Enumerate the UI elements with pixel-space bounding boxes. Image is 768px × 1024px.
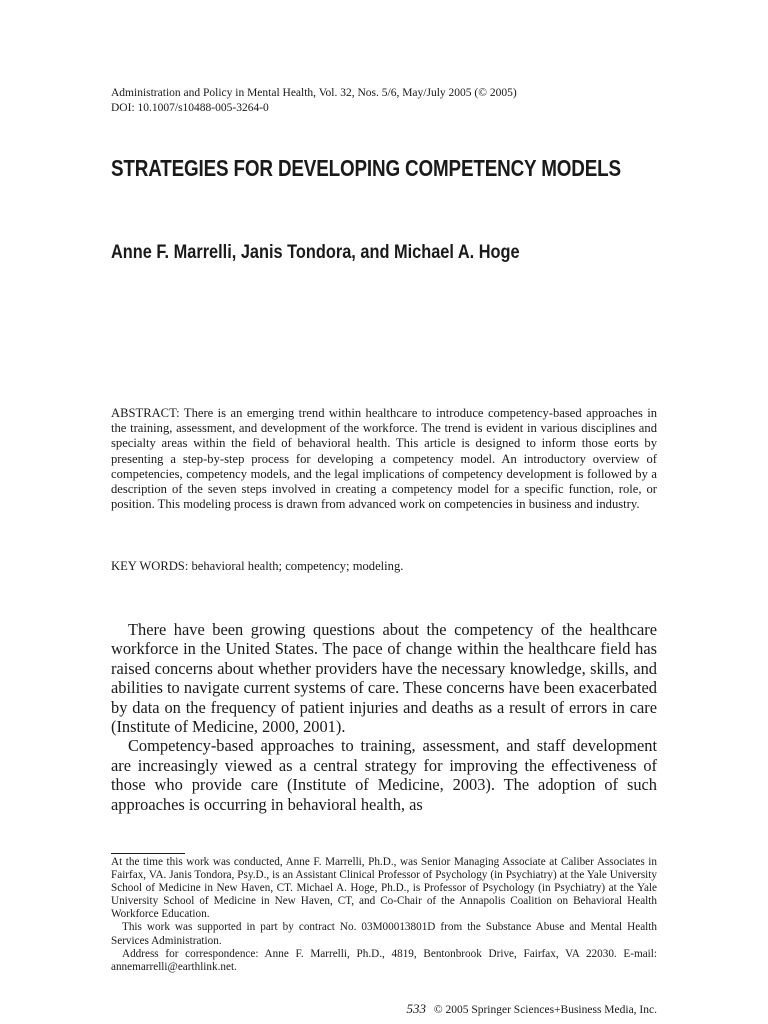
- abstract: [111, 406, 657, 512]
- journal-header: [111, 86, 517, 116]
- abstract-label: ABSTRACT:: [111, 406, 180, 420]
- journal-doi: DOI: 10.1007/s10488-005-3264-0: [111, 102, 269, 114]
- footnote-correspondence: Address for correspondence: Anne F. Marrelli, Ph.D., 4819, Bentonbrook Drive, Fairfax, VA 22030. E-mail: annemarrelli@earthlink.net.: [111, 947, 657, 973]
- footnotes: [111, 856, 657, 974]
- journal-citation: Administration and Policy in Mental Health, Vol. 32, Nos. 5/6, May/July 2005 (© 2005): [111, 87, 517, 99]
- keywords: [111, 559, 403, 574]
- keywords-text: behavioral health; competency; modeling.: [191, 559, 404, 573]
- body-text: [111, 620, 657, 814]
- copyright-notice: © 2005 Springer Sciences+Business Media, Inc.: [433, 1004, 657, 1016]
- footnote-funding: This work was supported in part by contract No. 03M00013801D from the Substance Abuse and Mental Health Services Administration.: [111, 921, 657, 947]
- keywords-label: KEY WORDS:: [111, 559, 189, 573]
- footnote-divider: [111, 853, 185, 854]
- page-number: 533: [406, 1001, 426, 1016]
- abstract-text: There is an emerging trend within healthcare to introduce competency-based approaches in the training, assessment, and development of the workforce. The trend is evident in various disciplines and specialty areas within the field of behavioral health. This article is designed to inform those eorts by presenting a step-by-step process for developing a competency model. An introductory overview of competencies, competency models, and the legal implications of competency development is followed by a description of the seven steps involved in creating a competency model for a specific function, role, or position. This modeling process is drawn from advanced work on competencies in business and industry.: [111, 406, 657, 512]
- paper-page: [111, 0, 657, 1024]
- body-paragraph: Competency-based approaches to training, assessment, and staff development are increasingly viewed as a central strategy for improving the effectiveness of those who provide care (Institute of Medicine, 2003). The adoption of such approaches is occurring in behavioral health, as: [111, 736, 657, 814]
- footnote-affiliations: At the time this work was conducted, Anne F. Marrelli, Ph.D., was Senior Managing Associate at Caliber Associates in Fairfax, VA. Janis Tondora, Psy.D., is an Assistant Clinical Professor of Psychology (in Psychiatry) at the Yale University School of Medicine in New Haven, CT. Michael A. Hoge, Ph.D., is Professor of Psychology (in Psychiatry) at the Yale University School of Medicine in New Haven, CT, and Co-Chair of the Annapolis Coalition on Behavioral Health Workforce Education.: [111, 856, 657, 921]
- page-footer: [406, 1001, 657, 1018]
- body-paragraph: There have been growing questions about the competency of the healthcare workforce in the United States. The pace of change within the healthcare field has raised concerns about whether providers have the necessary knowledge, skills, and abilities to navigate current systems of care. These concerns have been exacerbated by data on the frequency of patient injuries and deaths as a result of errors in care (Institute of Medicine, 2000, 2001).: [111, 620, 657, 737]
- article-title: STRATEGIES FOR DEVELOPING COMPETENCY MODELS: [111, 155, 621, 181]
- article-authors: Anne F. Marrelli, Janis Tondora, and Michael A. Hoge: [111, 242, 520, 263]
